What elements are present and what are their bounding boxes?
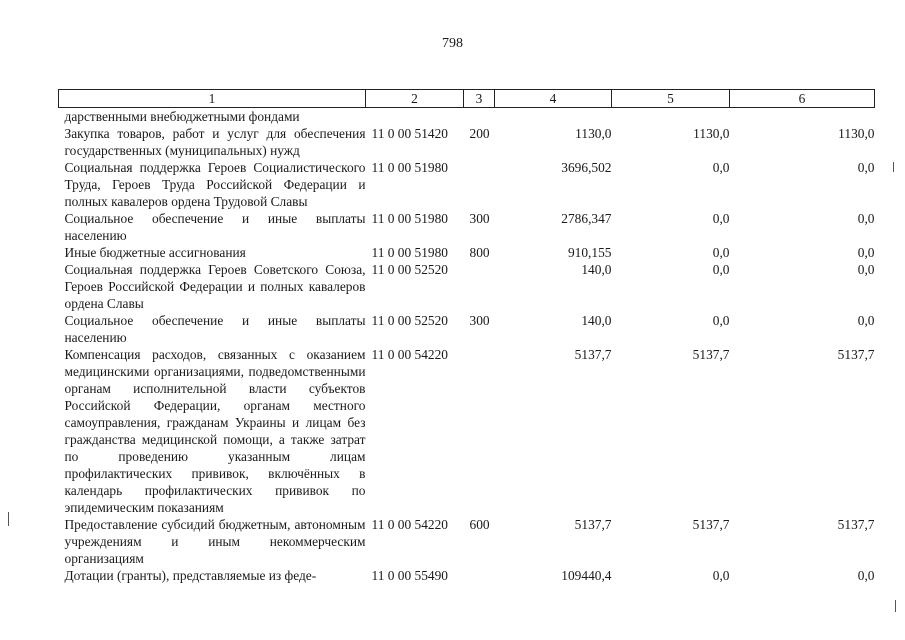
row-value-6: 1130,0: [838, 126, 875, 141]
row-value-6: 0,0: [857, 568, 875, 583]
column-header-5: 5: [612, 90, 730, 108]
row-expense-type: 300: [469, 313, 490, 328]
row-code: 11 0 00 55490: [371, 568, 448, 583]
column-header-1: 1: [59, 90, 366, 108]
row-code: 11 0 00 54220: [371, 347, 448, 362]
row-value-5: 0,0: [712, 313, 730, 328]
row-value-5: 0,0: [712, 245, 730, 260]
row-expense-type: [464, 567, 495, 584]
row-expense-type: [464, 159, 495, 210]
row-expense-type: [464, 261, 495, 312]
scan-artifact-right: [893, 162, 894, 172]
row-name: Иные бюджетные ассигнования: [64, 245, 246, 260]
row-value-5: 0,0: [712, 262, 730, 277]
row-value-5: 0,0: [712, 568, 730, 583]
row-code: 11 0 00 54220: [371, 517, 448, 532]
row-name: Компенсация расходов, связанных с оказанием медицинскими организациями, подведомственными органам исполнительной власти субъектов Российской Федерации, органам местного самоуправления, гражданам Украины и лицам без гражданства медицинской помощи, а также затрат по проведению указанным лицам профилактических прививок, включённых в календарь профилактических прививок по эпидемическим показаниям: [64, 347, 366, 515]
table-row: [59, 210, 875, 244]
column-header-4: 4: [495, 90, 612, 108]
row-value-6: 5137,7: [837, 517, 875, 532]
row-value-4: 910,155: [567, 245, 612, 260]
row-value-4: [495, 108, 612, 126]
row-value-4: 1130,0: [575, 126, 612, 141]
row-code: 11 0 00 52520: [371, 262, 448, 277]
row-code: 11 0 00 51980: [371, 160, 448, 175]
row-code: [366, 108, 464, 126]
row-value-5: 5137,7: [692, 347, 730, 362]
row-value-4: 2786,347: [561, 211, 612, 226]
row-value-5: 1130,0: [693, 126, 730, 141]
row-value-4: 3696,502: [561, 160, 612, 175]
budget-table: [58, 89, 875, 584]
row-value-6: 0,0: [857, 262, 875, 277]
row-value-4: 5137,7: [574, 517, 612, 532]
row-name: Дотации (гранты), представляемые из феде-: [64, 568, 317, 583]
row-name: Социальная поддержка Героев Социалистического Труда, Героев Труда Российской Федерации и полных кавалеров ордена Трудовой Славы: [64, 160, 366, 209]
scan-artifact-right-2: [895, 600, 896, 612]
row-code: 11 0 00 51420: [371, 126, 448, 141]
column-header-6: 6: [730, 90, 875, 108]
table-row: [59, 516, 875, 567]
row-value-4: 109440,4: [561, 568, 612, 583]
row-code: 11 0 00 51980: [371, 245, 448, 260]
row-value-6: 0,0: [857, 245, 875, 260]
table-row: [59, 159, 875, 210]
row-expense-type: [464, 108, 495, 126]
table-row: [59, 567, 875, 584]
row-name: Закупка товаров, работ и услуг для обеспечения государственных (муниципальных) нужд: [64, 126, 366, 158]
row-name: Социальное обеспечение и иные выплаты населению: [64, 313, 366, 345]
row-code: 11 0 00 51980: [371, 211, 448, 226]
scan-artifact-left: [8, 512, 9, 526]
row-value-4: 140,0: [581, 262, 612, 277]
row-value-6: 5137,7: [837, 347, 875, 362]
table-row: [59, 108, 875, 126]
table-row: [59, 312, 875, 346]
row-name: дарственными внебюджетными фондами: [64, 109, 300, 124]
row-value-5: [612, 108, 730, 126]
row-expense-type: 300: [469, 211, 490, 226]
table-row: [59, 261, 875, 312]
page-number: 798: [442, 36, 463, 51]
row-expense-type: [464, 346, 495, 516]
table-header-row: [59, 90, 875, 108]
table-row: [59, 125, 875, 159]
row-value-5: 5137,7: [692, 517, 730, 532]
row-value-6: 0,0: [857, 313, 875, 328]
row-name: Предоставление субсидий бюджетным, автономным учреждениям и иным некоммерческим организациям: [64, 517, 366, 566]
row-expense-type: 200: [469, 126, 490, 141]
column-header-3: 3: [464, 90, 495, 108]
row-value-4: 140,0: [581, 313, 612, 328]
row-value-5: 0,0: [712, 160, 730, 175]
row-value-6: 0,0: [857, 211, 875, 226]
row-value-6: [730, 108, 875, 126]
row-value-6: 0,0: [857, 160, 875, 175]
row-code: 11 0 00 52520: [371, 313, 448, 328]
table-row: [59, 244, 875, 261]
column-header-2: 2: [366, 90, 464, 108]
row-value-4: 5137,7: [574, 347, 612, 362]
row-expense-type: 600: [469, 517, 490, 532]
table-row: [59, 346, 875, 516]
row-value-5: 0,0: [712, 211, 730, 226]
row-name: Социальная поддержка Героев Советского Союза, Героев Российской Федерации и полных кавалеров ордена Славы: [64, 262, 366, 311]
row-name: Социальное обеспечение и иные выплаты населению: [64, 211, 366, 243]
row-expense-type: 800: [469, 245, 490, 260]
